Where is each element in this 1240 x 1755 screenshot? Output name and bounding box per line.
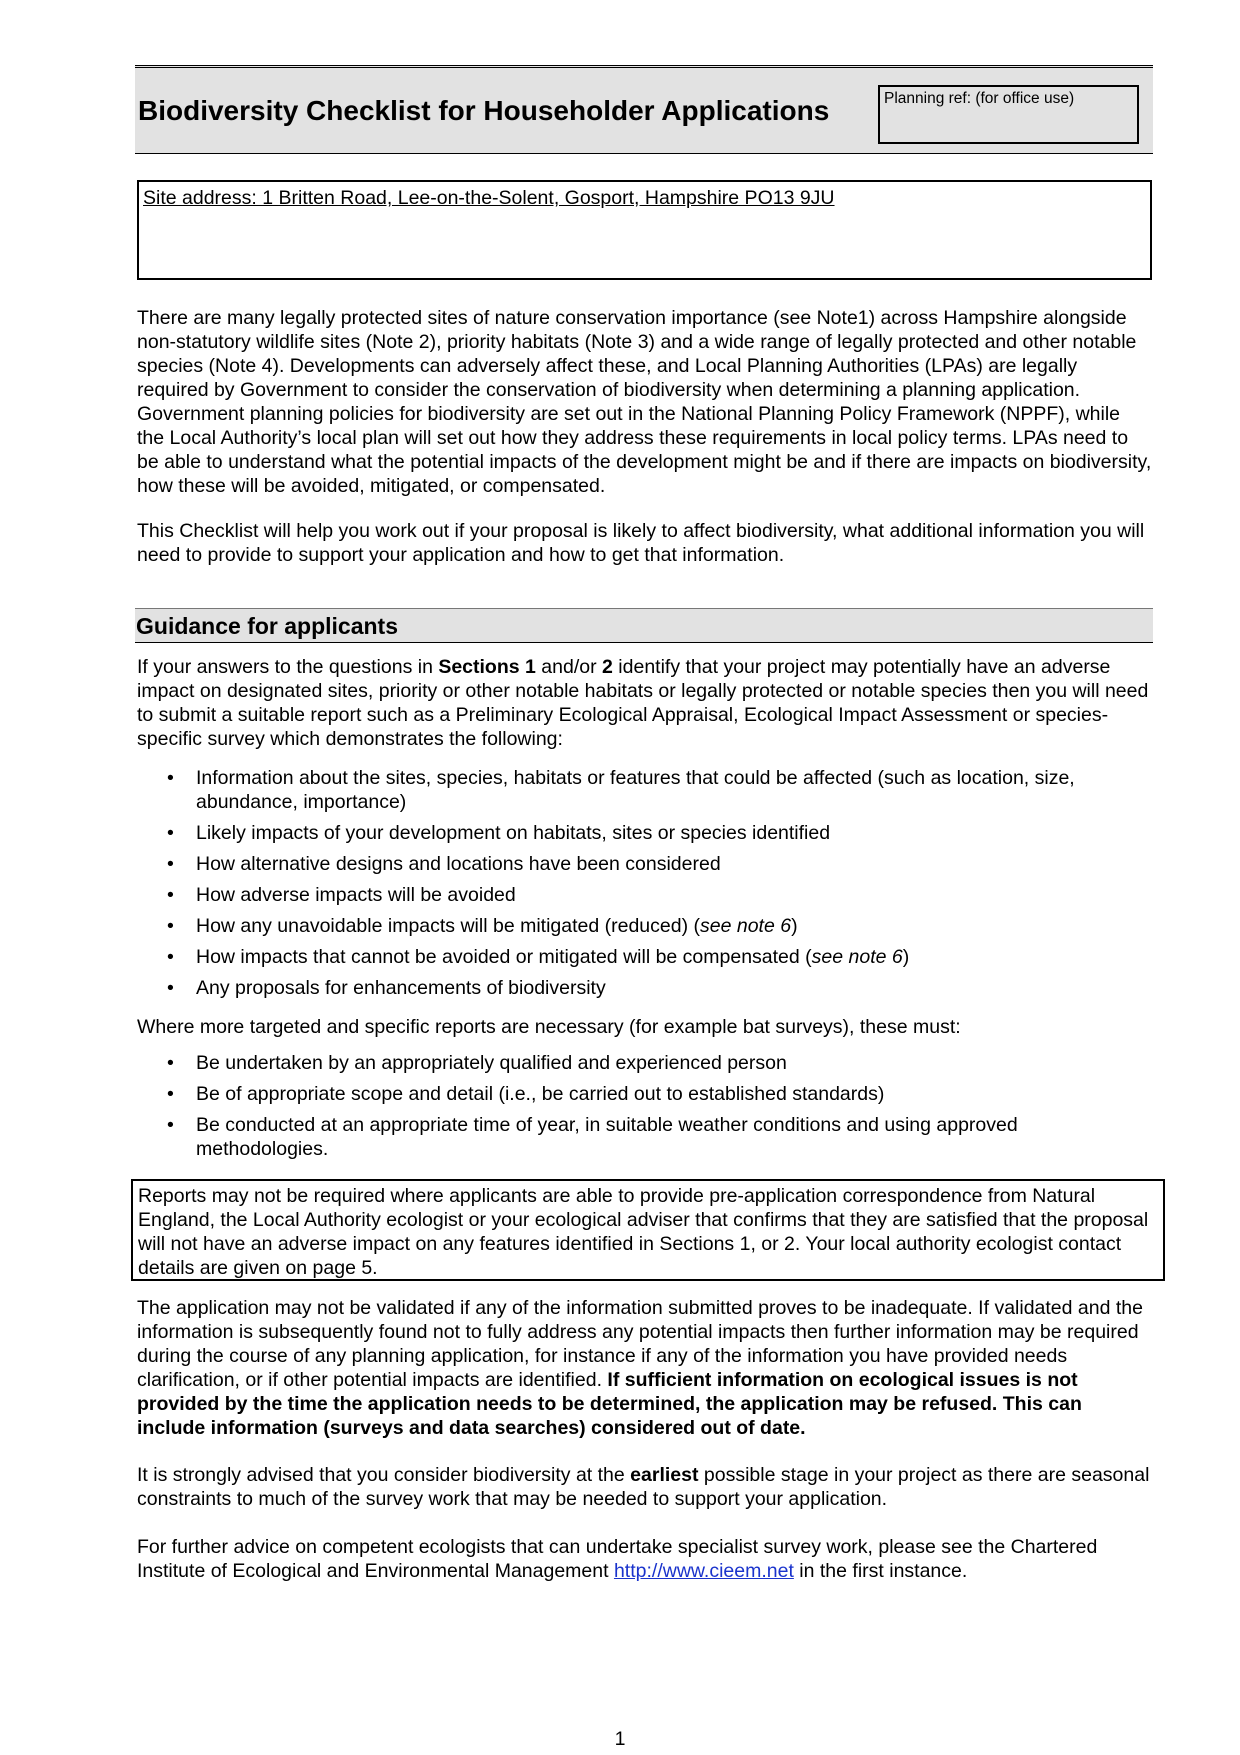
page-number: 1 bbox=[614, 1728, 626, 1750]
site-address-box[interactable] bbox=[137, 180, 1152, 280]
cieem-link[interactable]: http://www.cieem.net bbox=[613, 1560, 794, 1582]
list-item: • Be undertaken by an appropriately qualified and experienced person bbox=[137, 1051, 1152, 1075]
intro-paragraph-1: There are many legally protected sites of nature conservation importance (see Note1) across Hampshire alongside non-statutory wildlife sites (Note 2), priority habitats (Note 3) and a wide range of legally protected and other notable species (Note 4). Developments can adversely affect these, and Local Planning Authorities (LPAs) are legally required by Government to consider the conservation of biodiversity when determining a planning application. Government planning policies for biodiversity are set out in the National Planning Policy Framework (NPPF), while the Local Authority’s local plan will set out how they address these requirements in local policy terms. LPAs need to be able to understand what the potential impacts of the development might be and if there are impacts on biodiversity, how these will be avoided, mitigated, or compensated. bbox=[137, 307, 1152, 497]
guidance-paragraph-4: It is strongly advised that you consider biodiversity at the earliest possible stage in your project as there are seasonal constraints to much of the survey work that may be needed to support your application. bbox=[137, 1464, 1150, 1510]
intro-paragraph-2: This Checklist will help you work out if your proposal is likely to affect biodiversity, what additional information you will need to provide to support your application and how to get that information. bbox=[137, 520, 1145, 566]
section-heading: Guidance for applicants bbox=[135, 608, 1153, 643]
list-item: • Be of appropriate scope and detail (i.e., be carried out to established standards) bbox=[137, 1082, 1152, 1106]
list-item: • Be conducted at an appropriate time of year, in suitable weather conditions and using approved methodologies. bbox=[137, 1113, 1152, 1161]
note-box: Reports may not be required where applicants are able to provide pre-application correspondence from Natural England, the Local Authority ecologist or your ecological adviser that confirms that they are satisfied that the proposal will not have an adverse impact on any features identified in Sections 1, or 2. Your local authority ecologist contact details are given on page 5. bbox=[131, 1179, 1165, 1281]
report-standards-list bbox=[137, 1051, 1152, 1168]
list-item: • Likely impacts of your development on habitats, sites or species identified bbox=[137, 821, 1152, 845]
list-item: • Any proposals for enhancements of biodiversity bbox=[137, 976, 1152, 1000]
guidance-paragraph-1: If your answers to the questions in Sections 1 and/or 2 identify that your project may potentially have an adverse impact on designated sites, priority or other notable habitats or legally protected or notable species then you will need to submit a suitable report such as a Preliminary Ecological Appraisal, Ecological Impact Assessment or species-specific survey which demonstrates the following: bbox=[137, 656, 1149, 750]
planning-ref-label: Planning ref: (for office use) bbox=[884, 90, 1075, 107]
page-title: Biodiversity Checklist for Householder Applications bbox=[138, 95, 830, 126]
site-address: Site address: 1 Britten Road, Lee-on-the-Solent, Gosport, Hampshire PO13 9JU bbox=[143, 187, 835, 209]
guidance-paragraph-5: For further advice on competent ecologists that can undertake specialist survey work, please see the Chartered Institute of Ecological and Environmental Management http://www.cieem.net in the first instance. bbox=[137, 1536, 1098, 1582]
list-item: • How adverse impacts will be avoided bbox=[137, 883, 1152, 907]
guidance-paragraph-3: The application may not be validated if any of the information submitted proves to be inadequate. If validated and the information is subsequently found not to fully address any potential impacts then further information may be required during the course of any planning application, for instance if any of the information you have provided needs clarification, or if other potential impacts are identified. If sufficient information on ecological issues is not provided by the time the application needs to be determined, the application may be refused. This can include information (surveys and data searches) considered out of date. bbox=[137, 1297, 1143, 1439]
requirements-list bbox=[137, 766, 1152, 1007]
planning-ref-field[interactable] bbox=[878, 85, 1139, 144]
list-item: • How any unavoidable impacts will be mitigated (reduced) (see note 6) bbox=[137, 914, 1152, 938]
list-item: • Information about the sites, species, habitats or features that could be affected (such as location, size, abundance, importance) bbox=[137, 766, 1152, 814]
list-item: • How alternative designs and locations have been considered bbox=[137, 852, 1152, 876]
title-bar bbox=[135, 65, 1153, 154]
guidance-paragraph-2: Where more targeted and specific reports are necessary (for example bat surveys), these must: bbox=[137, 1016, 961, 1038]
list-item: • How impacts that cannot be avoided or mitigated will be compensated (see note 6) bbox=[137, 945, 1152, 969]
